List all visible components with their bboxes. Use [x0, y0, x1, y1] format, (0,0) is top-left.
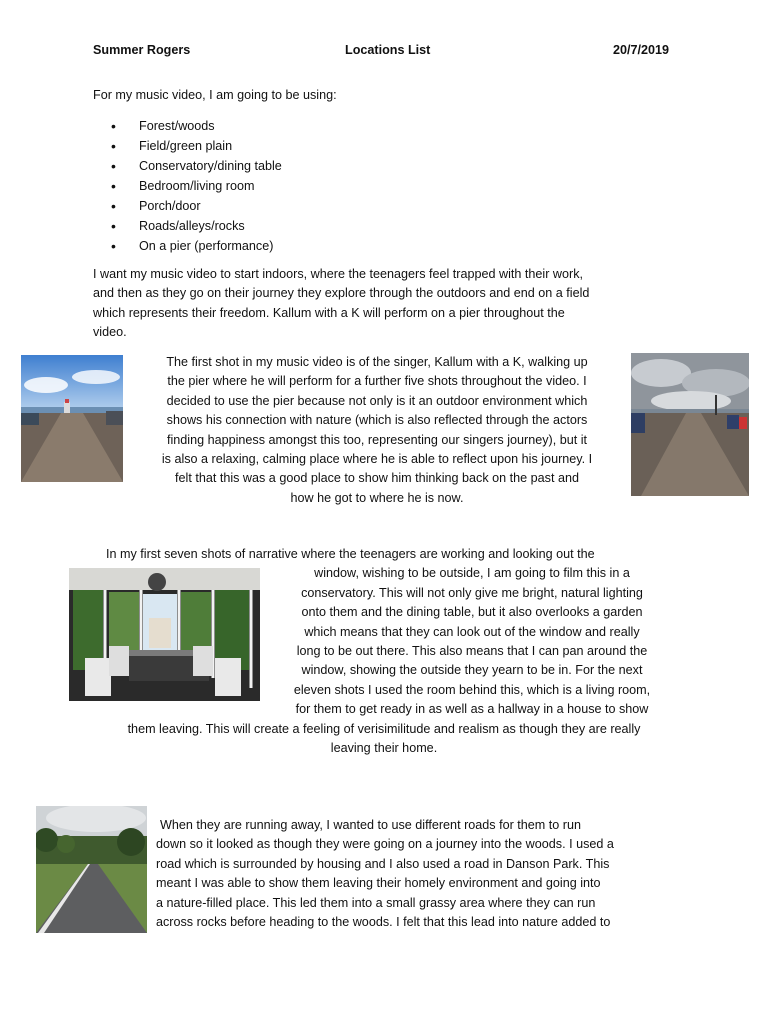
paragraph-indoors	[93, 265, 693, 343]
paragraph-roads	[156, 816, 696, 932]
paragraph-pier	[127, 353, 627, 508]
document-date: 20/7/2019	[613, 43, 670, 57]
list-item: • Bedroom/living room	[111, 176, 282, 196]
road-photo	[36, 806, 147, 933]
pier-photo-right	[631, 353, 749, 496]
text-line: When they are running away, I wanted to use different roads for them to run	[160, 818, 581, 832]
text-line: across rocks before heading to the woods. I felt that this lead into nature added to	[156, 915, 611, 930]
text-line: which means that they can look out of the window and really	[304, 624, 640, 639]
text-line: which represents their freedom. Kallum with a K will perform on a pier throughout the	[93, 305, 565, 320]
text-line: felt that this was a good place to show him thinking back on the past and	[175, 471, 579, 486]
text-line: The first shot in my music video is of the singer, Kallum with a K, walking up	[166, 355, 588, 369]
locations-list	[111, 116, 282, 256]
list-item: • Field/green plain	[111, 136, 282, 156]
text-line: the pier where he will perform for a further five shots throughout the video. I	[167, 374, 587, 389]
intro-text: For my music video, I am going to be using:	[93, 88, 337, 102]
list-item: • Roads/alleys/rocks	[111, 216, 282, 236]
text-line: window, wishing to be outside, I am going to film this in a	[314, 566, 630, 581]
text-line: how he got to where he is now.	[290, 490, 464, 505]
text-line: them leaving. This will create a feeling of verisimilitude and realism as though they are really	[127, 721, 641, 736]
text-line: video.	[93, 325, 127, 340]
text-line: long to be out there. This also means that I can pan around the	[296, 644, 648, 659]
list-item: • Forest/woods	[111, 116, 282, 136]
document-title: Locations List	[345, 43, 431, 57]
pier-photo-left	[21, 355, 123, 482]
text-line: window, showing the outside they yearn to be in. For the next	[301, 663, 643, 678]
text-line: eleven shots I used the room behind this, which is a living room,	[293, 682, 651, 697]
text-line: for them to get ready in as well as a hallway in a house to show	[295, 702, 649, 717]
list-item: • Porch/door	[111, 196, 282, 216]
document-author: Summer Rogers	[93, 43, 191, 57]
text-line: shows his connection with nature (which is also reflected through the actors	[166, 413, 588, 428]
text-line: decided to use the pier because not only is it an outdoor environment which	[166, 393, 588, 408]
text-line: onto them and the dining table, but it also overlooks a garden	[301, 605, 643, 620]
text-line: finding happiness amongst this too, representing our singers journey), but it	[166, 432, 588, 447]
text-line: In my first seven shots of narrative where the teenagers are working and looking out the	[106, 547, 595, 561]
text-line: down so it looked as though they were going on a journey into the woods. I used a	[156, 837, 614, 852]
text-line: leaving their home.	[330, 741, 438, 756]
text-line: and then as they go on their journey they explore through the outdoors and end on a field	[93, 286, 590, 301]
text-line: is also a relaxing, calming place where he is able to reflect upon his journey. I	[161, 452, 593, 467]
text-line: a nature-filled place. This led them into a small grassy area where they can run	[156, 895, 596, 910]
list-item: • On a pier (performance)	[111, 236, 282, 256]
text-line: road which is surrounded by housing and I also used a road in Danson Park. This	[156, 856, 610, 871]
text-line: conservatory. This will not only give me bright, natural lighting	[301, 585, 643, 600]
text-line: I want my music video to start indoors, where the teenagers feel trapped with their work,	[93, 267, 583, 281]
list-item: • Conservatory/dining table	[111, 156, 282, 176]
text-line: meant I was able to show them leaving their homely environment and going into	[156, 876, 601, 891]
paragraph-conservatory	[84, 545, 684, 758]
